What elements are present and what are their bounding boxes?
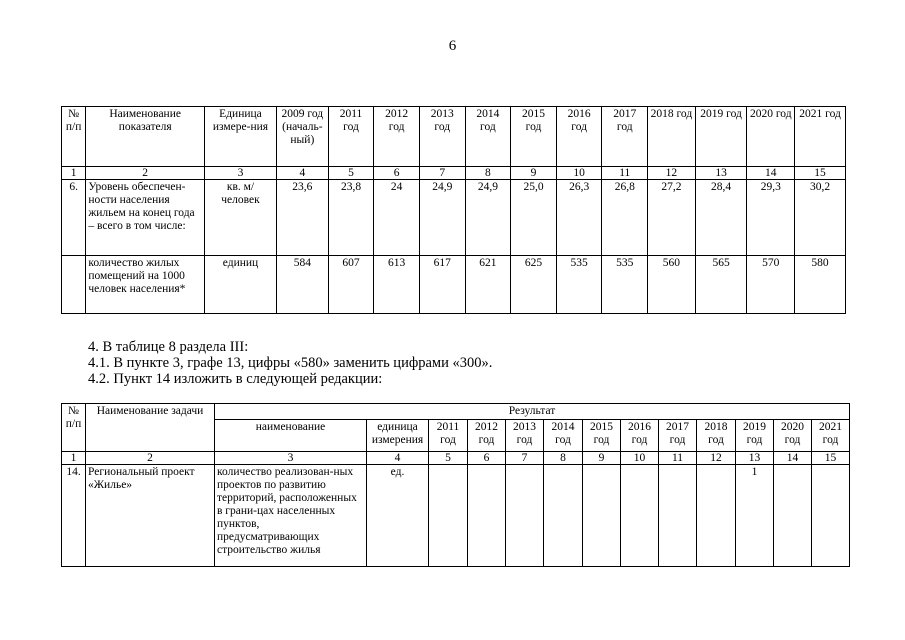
table-header-row <box>62 107 846 167</box>
column-number: 15 <box>795 167 846 180</box>
header-cell: Единица измере-ния <box>204 107 276 167</box>
value-cell: 584 <box>276 256 328 314</box>
value-cell: 24 <box>374 180 420 256</box>
value-cell <box>583 465 621 567</box>
value-cell: 535 <box>602 256 648 314</box>
column-number: 6 <box>374 167 420 180</box>
value-cell: 1 <box>736 465 774 567</box>
value-cell: 625 <box>511 256 557 314</box>
column-number: 10 <box>621 452 659 465</box>
value-cell: 621 <box>465 256 511 314</box>
header-cell: 2013 год <box>419 107 465 167</box>
table-row <box>62 465 850 567</box>
header-cell: 2009 год (началь-ный) <box>276 107 328 167</box>
column-number: 9 <box>583 452 621 465</box>
column-number: 9 <box>511 167 557 180</box>
column-number: 14 <box>774 452 812 465</box>
value-cell: 30,2 <box>795 180 846 256</box>
row-number: 14. <box>62 465 86 567</box>
header-cell: наименование <box>215 420 367 452</box>
value-cell <box>659 465 697 567</box>
column-number: 5 <box>328 167 374 180</box>
value-cell <box>697 465 736 567</box>
header-cell: 2015 год <box>583 420 621 452</box>
column-number: 3 <box>215 452 367 465</box>
header-cell: 2015 год <box>511 107 557 167</box>
column-number: 14 <box>747 167 795 180</box>
unit-cell: ед. <box>367 465 429 567</box>
column-number: 2 <box>86 452 215 465</box>
column-number: 6 <box>468 452 506 465</box>
column-number: 1 <box>62 452 86 465</box>
paragraph: 4.1. В пункте 3, графе 13, цифры «580» заменить цифрами «300». <box>88 355 493 371</box>
page-number: 6 <box>448 38 457 54</box>
header-cell: 2020 год <box>747 107 795 167</box>
row-number: 6. <box>62 180 86 256</box>
column-number: 7 <box>506 452 544 465</box>
header-cell: 2019 год <box>695 107 747 167</box>
result-name: количество реализован-ных проектов по развитию территорий, расположенных в грани-цах населенных пунктов, предусматривающих строительство жилья <box>215 465 367 567</box>
header-cell: 2017 год <box>602 107 648 167</box>
column-number: 5 <box>429 452 468 465</box>
header-cell: Наименование задачи <box>86 404 215 452</box>
column-number: 11 <box>659 452 697 465</box>
column-number: 8 <box>544 452 583 465</box>
header-cell: 2017 год <box>659 420 697 452</box>
header-cell: 2018 год <box>648 107 696 167</box>
value-cell: 28,4 <box>695 180 747 256</box>
column-number: 13 <box>736 452 774 465</box>
header-cell: Наименование показателя <box>86 107 205 167</box>
value-cell: 25,0 <box>511 180 557 256</box>
value-cell <box>506 465 544 567</box>
value-cell: 23,8 <box>328 180 374 256</box>
value-cell: 24,9 <box>419 180 465 256</box>
header-cell: 2014 год <box>465 107 511 167</box>
header-cell: 2012 год <box>374 107 420 167</box>
header-cell: 2011 год <box>328 107 374 167</box>
paragraph: 4. В таблице 8 раздела III: <box>88 339 249 355</box>
results-table <box>61 403 850 567</box>
header-cell: 2021 год <box>795 107 846 167</box>
column-number: 2 <box>86 167 205 180</box>
value-cell: 535 <box>556 256 602 314</box>
column-number: 15 <box>812 452 850 465</box>
column-number: 3 <box>204 167 276 180</box>
value-cell: 607 <box>328 256 374 314</box>
row-number <box>62 256 86 314</box>
value-cell: 23,6 <box>276 180 328 256</box>
header-cell: 2013 год <box>506 420 544 452</box>
header-cell: 2021 год <box>812 420 850 452</box>
value-cell: 613 <box>374 256 420 314</box>
value-cell: 26,3 <box>556 180 602 256</box>
value-cell: 26,8 <box>602 180 648 256</box>
header-cell: 2020 год <box>774 420 812 452</box>
value-cell: 29,3 <box>747 180 795 256</box>
paragraph: 4.2. Пункт 14 изложить в следующей редакции: <box>88 371 383 387</box>
header-cell: Результат <box>215 404 850 420</box>
value-cell <box>774 465 812 567</box>
column-number-row <box>62 167 846 180</box>
column-number: 4 <box>276 167 328 180</box>
column-number-row <box>62 452 850 465</box>
header-cell: 2016 год <box>621 420 659 452</box>
value-cell <box>429 465 468 567</box>
header-cell: 2014 год <box>544 420 583 452</box>
table-row <box>62 180 846 256</box>
header-cell: № п/п <box>62 404 86 452</box>
value-cell: 570 <box>747 256 795 314</box>
indicator-name: Уровень обеспечен-ности населения жильем на конец года – всего в том числе: <box>86 180 205 256</box>
column-number: 1 <box>62 167 86 180</box>
indicators-table <box>61 106 846 314</box>
column-number: 8 <box>465 167 511 180</box>
header-cell: 2016 год <box>556 107 602 167</box>
value-cell <box>621 465 659 567</box>
column-number: 4 <box>367 452 429 465</box>
column-number: 13 <box>695 167 747 180</box>
header-cell: единица измерения <box>367 420 429 452</box>
indicator-name: количество жилых помещений на 1000 человек населения* <box>86 256 205 314</box>
column-number: 10 <box>556 167 602 180</box>
value-cell: 24,9 <box>465 180 511 256</box>
unit-cell: единиц <box>204 256 276 314</box>
header-cell: 2019 год <box>736 420 774 452</box>
value-cell: 560 <box>648 256 696 314</box>
header-cell: 2018 год <box>697 420 736 452</box>
column-number: 7 <box>419 167 465 180</box>
value-cell <box>468 465 506 567</box>
header-cell: 2011 год <box>429 420 468 452</box>
table-row <box>62 256 846 314</box>
task-name: Региональный проект «Жилье» <box>86 465 215 567</box>
value-cell <box>544 465 583 567</box>
header-cell: № п/п <box>62 107 86 167</box>
value-cell: 580 <box>795 256 846 314</box>
value-cell: 27,2 <box>648 180 696 256</box>
value-cell: 617 <box>419 256 465 314</box>
table-header-row <box>62 404 850 420</box>
column-number: 11 <box>602 167 648 180</box>
header-cell: 2012 год <box>468 420 506 452</box>
value-cell <box>812 465 850 567</box>
unit-cell: кв. м/ человек <box>204 180 276 256</box>
value-cell: 565 <box>695 256 747 314</box>
column-number: 12 <box>697 452 736 465</box>
column-number: 12 <box>648 167 696 180</box>
